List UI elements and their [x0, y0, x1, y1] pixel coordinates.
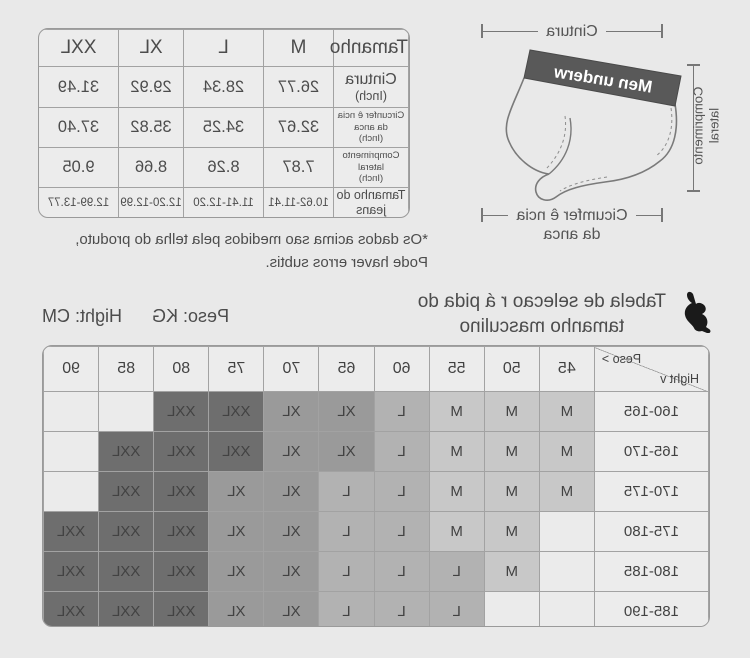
size-cell: XL — [264, 472, 319, 512]
measurement-value: 7.87 — [264, 148, 334, 188]
size-cell: XXL — [154, 592, 209, 628]
measurement-value: 11.41-12.20 — [184, 188, 264, 219]
weight-header-cell: 50 — [484, 347, 539, 392]
size-cell: M — [484, 392, 539, 432]
size-cell: L — [374, 512, 429, 552]
weight-header-cell: 55 — [429, 347, 484, 392]
size-cell: L — [319, 512, 374, 552]
size-cell: XXL — [44, 512, 99, 552]
empty-size-cell — [539, 552, 594, 592]
mascot-icon — [679, 291, 717, 333]
dimension-tick — [481, 208, 483, 222]
size-column-header: M — [264, 30, 334, 67]
weight-header-cell: 60 — [374, 347, 429, 392]
size-cell: M — [539, 432, 594, 472]
size-cell: L — [319, 472, 374, 512]
empty-size-cell — [44, 392, 99, 432]
height-row-label: 160-165 — [594, 392, 708, 432]
size-cell: XL — [209, 592, 264, 628]
underwear-diagram — [420, 14, 730, 249]
size-cell: M — [429, 472, 484, 512]
size-cell: XL — [264, 432, 319, 472]
size-cell: XXL — [99, 592, 154, 628]
weight-unit-label: Peso: KG — [152, 306, 230, 326]
measurement-value: 28.34 — [184, 67, 264, 108]
empty-size-cell — [539, 592, 594, 628]
measurement-value: 37.40 — [39, 108, 119, 148]
measurement-value: 12.20-12.99 — [119, 188, 184, 219]
size-cell: XXL — [154, 472, 209, 512]
dimension-tick — [481, 24, 483, 38]
size-cell: M — [429, 512, 484, 552]
size-cell: XXL — [99, 472, 154, 512]
measurement-value: 12.99-13.77 — [39, 188, 119, 219]
weight-header-cell: 65 — [319, 347, 374, 392]
size-cell: XXL — [99, 512, 154, 552]
size-cell: XL — [209, 552, 264, 592]
selector-title: Tabela de selecao r á pida do tamanho masculino — [417, 291, 666, 337]
side-length-label: Comprimento lateral — [690, 86, 721, 165]
size-cell: L — [429, 592, 484, 628]
size-cell: M — [539, 392, 594, 432]
size-cell: XL — [319, 392, 374, 432]
size-cell: M — [484, 432, 539, 472]
size-selector-grid-wrap — [42, 345, 710, 627]
measurement-value: 10.62-11.41 — [264, 188, 334, 219]
empty-size-cell — [484, 592, 539, 628]
size-cell: XL — [209, 472, 264, 512]
empty-size-cell — [44, 472, 99, 512]
weight-header-cell: 70 — [264, 347, 319, 392]
size-cell: XXL — [154, 392, 209, 432]
dimension-line — [636, 215, 661, 216]
weight-header-cell: 85 — [99, 347, 154, 392]
dimension-line — [606, 31, 661, 32]
measurement-row-label: Circunfer ê ncia da anca (Inch) — [334, 108, 409, 148]
height-row-label: 165-170 — [594, 432, 708, 472]
measurement-value: 34.25 — [184, 108, 264, 148]
size-table-corner-header: Tamanho — [334, 30, 409, 67]
height-row-label: 175-180 — [594, 512, 708, 552]
size-cell: L — [429, 552, 484, 592]
weight-header-cell: 80 — [154, 347, 209, 392]
size-cell: L — [319, 552, 374, 592]
size-column-header: XL — [119, 30, 184, 67]
measurement-value: 29.92 — [119, 67, 184, 108]
size-cell: M — [429, 392, 484, 432]
waist-dimension — [481, 22, 663, 41]
size-cell: XL — [264, 552, 319, 592]
size-column-header: XXL — [39, 30, 119, 67]
empty-size-cell — [99, 392, 154, 432]
measurement-table — [38, 29, 409, 218]
size-cell: XXL — [154, 552, 209, 592]
size-cell: L — [374, 432, 429, 472]
grid-corner-cell: Peso > Hight v — [594, 347, 708, 392]
weight-header-cell: 75 — [209, 347, 264, 392]
height-row-label: 185-190 — [594, 592, 708, 628]
measurement-value: 31.49 — [39, 67, 119, 108]
size-cell: XL — [264, 512, 319, 552]
note-line1: *Os dados acima sao medidos pela telha do produto, — [75, 231, 428, 248]
size-cell: XXL — [209, 392, 264, 432]
dimension-tick — [661, 208, 663, 222]
height-unit-label: Hight: CM — [42, 306, 123, 326]
size-cell: M — [429, 432, 484, 472]
size-cell: M — [484, 552, 539, 592]
measurement-value: 32.67 — [264, 108, 334, 148]
size-cell: XXL — [99, 552, 154, 592]
measurement-note — [75, 229, 428, 274]
dimension-tick — [661, 24, 663, 38]
size-cell: XXL — [154, 512, 209, 552]
weight-header-cell: 90 — [44, 347, 99, 392]
size-cell: XXL — [44, 592, 99, 628]
measurement-table-wrap — [38, 28, 410, 218]
measurement-value: 8.26 — [184, 148, 264, 188]
measurement-value: 9.05 — [39, 148, 119, 188]
height-row-label: 170-175 — [594, 472, 708, 512]
waistband-brand-text: Men underw — [552, 62, 654, 97]
size-cell: XXL — [209, 432, 264, 472]
measurement-row-label: Comprimento lateral (Inch) — [334, 148, 409, 188]
size-cell: XL — [264, 392, 319, 432]
hip-dimension — [481, 206, 663, 244]
weight-header-cell: 45 — [539, 347, 594, 392]
note-line2: Pode haver erros subtis. — [265, 253, 428, 271]
size-cell: XL — [319, 432, 374, 472]
measurement-value: 26.77 — [264, 67, 334, 108]
underwear-illustration — [470, 48, 685, 203]
size-cell: XL — [264, 592, 319, 628]
measurement-value: 8.66 — [119, 148, 184, 188]
measurement-value: 35.82 — [119, 108, 184, 148]
size-cell: M — [539, 472, 594, 512]
size-cell: XXL — [99, 432, 154, 472]
measurement-row-label: Tamanho do jeans — [334, 188, 409, 219]
size-cell: XXL — [154, 432, 209, 472]
empty-size-cell — [539, 512, 594, 552]
empty-size-cell — [44, 432, 99, 472]
dimension-line — [483, 31, 538, 32]
size-cell: XXL — [44, 552, 99, 592]
size-selector-grid — [43, 346, 709, 627]
measurement-row-label: Cintura (Inch) — [334, 67, 409, 108]
size-cell: M — [484, 472, 539, 512]
size-cell: L — [374, 552, 429, 592]
units-labels — [42, 306, 229, 327]
size-cell: L — [374, 592, 429, 628]
size-cell: XL — [209, 512, 264, 552]
height-row-label: 180-185 — [594, 552, 708, 592]
hip-label: Cicumfer ê ncia da anca — [516, 207, 628, 243]
size-cell: L — [319, 592, 374, 628]
waist-label: Cintura — [546, 23, 598, 40]
dimension-line — [483, 215, 508, 216]
size-column-header: L — [184, 30, 264, 67]
size-cell: L — [374, 392, 429, 432]
size-cell: L — [374, 472, 429, 512]
size-cell: M — [484, 512, 539, 552]
